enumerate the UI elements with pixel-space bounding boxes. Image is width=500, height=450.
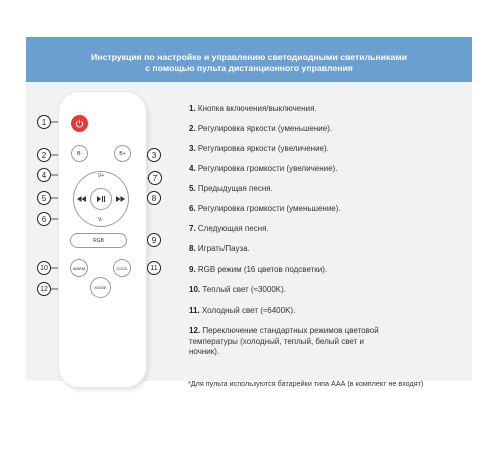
callout-marker: 1 xyxy=(37,115,51,129)
item-text: RGB режим (16 цветов подсветки). xyxy=(197,265,328,274)
item-number: 2. xyxy=(189,124,196,133)
volume-up-button[interactable] xyxy=(90,171,112,185)
brightness-down-button[interactable] xyxy=(71,145,88,162)
power-icon xyxy=(75,119,84,128)
item-text: Регулировка яркости (увеличение). xyxy=(197,144,329,153)
previous-track-button[interactable] xyxy=(75,192,88,206)
play-pause-icon xyxy=(97,196,105,202)
item-number: 4. xyxy=(189,164,196,173)
brightness-down-label: B- xyxy=(77,150,82,157)
cool-button-label: COOL xyxy=(116,265,128,271)
power-button[interactable] xyxy=(71,115,88,132)
callout-marker: 11 xyxy=(147,261,161,275)
list-item xyxy=(189,306,464,317)
mode-button[interactable] xyxy=(90,277,111,298)
item-text: Следующая песня. xyxy=(197,224,269,233)
volume-up-label: V+ xyxy=(98,173,105,179)
item-text: Кнопка включения/выключения. xyxy=(197,104,317,113)
item-number: 12. xyxy=(189,326,201,335)
callout-marker: 7 xyxy=(148,171,162,185)
list-item xyxy=(189,164,464,175)
header-title-line-2: с помощью пульта дистанционного управления xyxy=(145,63,353,73)
item-number: 1. xyxy=(189,104,196,113)
next-track-button[interactable] xyxy=(114,192,127,206)
brightness-up-label: B+ xyxy=(119,150,126,157)
callout-marker: 6 xyxy=(37,212,51,226)
callout-marker: 9 xyxy=(147,233,161,247)
item-number: 7. xyxy=(189,224,196,233)
list-item xyxy=(189,326,379,358)
play-pause-button[interactable] xyxy=(90,188,112,210)
mode-button-label: MODE xyxy=(94,285,107,290)
item-text: Регулировка громкости (уменьшение). xyxy=(197,204,341,213)
list-item xyxy=(189,184,464,195)
item-text: Регулировка яркости (уменьшение). xyxy=(197,124,333,133)
list-item xyxy=(189,265,464,276)
volume-down-button[interactable] xyxy=(90,213,112,227)
list-item xyxy=(189,285,464,296)
item-text: Регулировка громкости (увеличение). xyxy=(197,164,338,173)
list-item xyxy=(189,224,464,235)
header-title-line-1: Инструкция по настройке и управлению светодиодными светильниками xyxy=(91,52,407,62)
item-number: 10. xyxy=(189,285,201,294)
item-number: 5. xyxy=(189,184,196,193)
list-item xyxy=(189,244,464,255)
battery-footnote: *Для пульта используются батарейки типа ААА (в комплект не входят) xyxy=(188,379,424,388)
item-number: 6. xyxy=(189,204,196,213)
volume-down-label: V- xyxy=(98,217,103,223)
rgb-button-label: RGB xyxy=(93,237,104,244)
callout-marker: 3 xyxy=(147,148,161,162)
cool-button[interactable] xyxy=(113,259,131,277)
callout-marker: 5 xyxy=(37,191,51,205)
item-text: Предыдущая песня. xyxy=(197,184,273,193)
previous-track-icon xyxy=(77,196,86,202)
brightness-up-button[interactable] xyxy=(114,145,131,162)
item-number: 9. xyxy=(189,265,196,274)
list-item xyxy=(189,124,464,135)
item-text: Играть/Пауза. xyxy=(197,244,250,253)
item-text: Теплый свет (≈3000K). xyxy=(202,285,286,294)
list-item xyxy=(189,144,464,155)
callout-marker: 10 xyxy=(37,261,51,275)
rgb-button[interactable] xyxy=(70,233,127,248)
item-number: 11. xyxy=(189,306,200,315)
callout-marker: 2 xyxy=(37,148,51,162)
item-number: 8. xyxy=(189,244,196,253)
next-track-icon xyxy=(116,196,125,202)
callout-marker: 4 xyxy=(37,168,51,182)
item-text: Переключение стандартных режимов цветовой температуры (холодный, теплый, белый свет и ночник). xyxy=(189,326,379,356)
warm-button[interactable] xyxy=(70,259,88,277)
item-number: 3. xyxy=(189,144,196,153)
list-item xyxy=(189,104,464,115)
callout-marker: 12 xyxy=(37,282,51,296)
list-item xyxy=(189,204,464,215)
item-text: Холодный свет (≈6400K). xyxy=(201,306,296,315)
callout-marker: 8 xyxy=(147,191,161,205)
warm-button-label: WARM xyxy=(72,265,86,271)
